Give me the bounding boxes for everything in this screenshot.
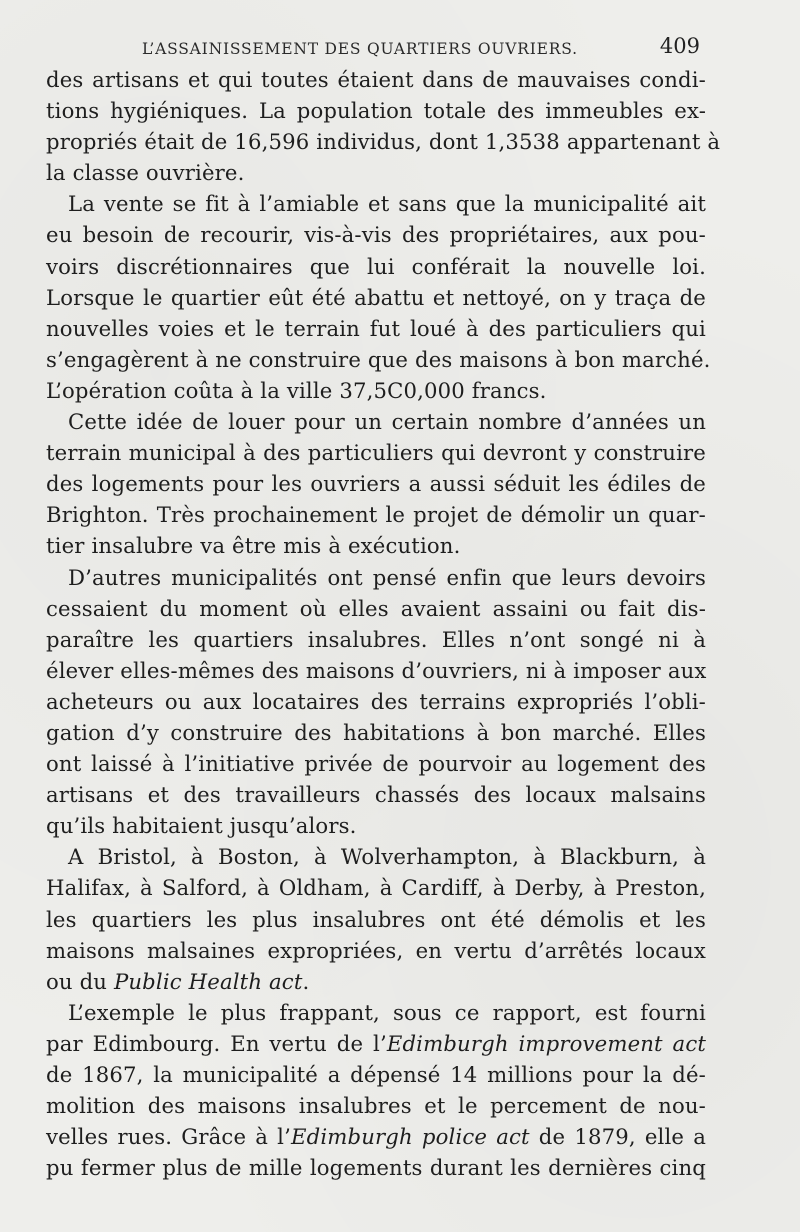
text-line: [46, 344, 711, 375]
line-text: les quartiers les plus insalubres ont été démolis et les: [46, 906, 706, 932]
line-text: Halifax, à Salford, à Oldham, à Cardiff, à Derby, à Preston,: [46, 875, 706, 901]
line-text: paraître les quartiers insalubres. Elles n’ont songé ni à: [46, 626, 706, 652]
line-text: nouvelles voies et le terrain fut loué à des particuliers qui: [46, 315, 706, 341]
line-text: velles rues. Grâce à l’: [46, 1124, 291, 1150]
line-text: cessaient du moment où elles avaient assaini ou fait dis-: [46, 595, 706, 621]
text-line: [46, 251, 706, 282]
line-text: La vente se fit à l’amiable et sans que la municipalité ait: [68, 191, 706, 217]
body-text: [46, 64, 721, 1183]
text-line: [46, 126, 721, 157]
text-line: [46, 468, 706, 499]
text-line: [46, 997, 706, 1028]
text-line: [46, 748, 706, 779]
text-line: [46, 810, 706, 841]
line-text: Brighton. Très prochainement le projet de démolir un quar-: [46, 502, 706, 528]
line-text: tier insalubre va être mis à exécution.: [46, 533, 461, 559]
line-text: propriés était de 16,596 individus, dont 1,3538 appartenant à: [46, 129, 721, 155]
text-line: [46, 841, 706, 872]
text-line: [46, 282, 706, 313]
running-title: L’ASSAINISSEMENT DES QUARTIERS OUVRIERS.: [142, 40, 578, 58]
line-text: A Bristol, à Boston, à Wolverhampton, à Blackburn, à: [68, 844, 706, 870]
line-text: eu besoin de recourir, vis-à-vis des propriétaires, aux pou-: [46, 222, 706, 248]
line-text: terrain municipal à des particuliers qui devront y construire: [46, 440, 706, 466]
italic-title: Edimburgh police act: [290, 1124, 530, 1150]
line-text: artisans et des travailleurs chassés des locaux malsains: [46, 782, 706, 808]
text-line: [46, 1059, 706, 1090]
line-text: ou du: [46, 968, 114, 994]
text-line: [46, 1090, 706, 1121]
italic-title: Edimburgh improvement act: [386, 1030, 707, 1056]
line-text: L’exemple le plus frappant, sous ce rapport, est fourni: [68, 999, 706, 1025]
text-line: [46, 966, 706, 997]
text-line: [46, 157, 706, 188]
text-line: [46, 375, 706, 406]
text-line: [46, 219, 706, 250]
page-number: 409: [659, 34, 700, 58]
line-text: élever elles-mêmes des maisons d’ouvriers, ni à imposer aux: [46, 657, 707, 683]
text-line: [46, 624, 706, 655]
text-line: [46, 779, 706, 810]
line-text: Lorsque le quartier eût été abattu et nettoyé, on y traça de: [46, 284, 706, 310]
line-text: ont laissé à l’initiative privée de pourvoir au logement des: [46, 751, 706, 777]
line-text-after: .: [302, 968, 310, 994]
line-text: la classe ouvrière.: [46, 160, 245, 186]
line-text: des logements pour les ouvriers a aussi séduit les édiles de: [46, 471, 706, 497]
text-line: [46, 904, 706, 935]
line-text: acheteurs ou aux locataires des terrains expropriés l’obli-: [46, 688, 706, 714]
text-line: [46, 437, 706, 468]
text-line: [46, 562, 706, 593]
text-line: [46, 499, 706, 530]
text-line: [46, 717, 706, 748]
text-line: [46, 95, 706, 126]
line-text: de 1867, la municipalité a dépensé 14 millions pour la dé-: [46, 1062, 706, 1087]
line-text: pu fermer plus de mille logements durant les dernières cinq: [46, 1155, 706, 1181]
line-text: gation d’y construire des habitations à bon marché. Elles: [46, 719, 706, 745]
text-line: [46, 686, 706, 717]
line-text: L’opération coûta à la ville 37,5C0,000 francs.: [46, 377, 547, 403]
text-line: [46, 1152, 706, 1183]
line-text: D’autres municipalités ont pensé enfin que leurs devoirs: [68, 564, 706, 590]
text-line: [46, 188, 706, 219]
text-line: [46, 313, 706, 344]
text-line: [46, 1028, 706, 1059]
text-line: [46, 593, 706, 624]
text-line: [46, 64, 706, 95]
line-text: par Edimbourg. En vertu de l’: [46, 1030, 387, 1056]
line-text: Cette idée de louer pour un certain nombre d’années un: [68, 409, 706, 435]
text-line: [46, 406, 706, 437]
line-text: qu’ils habitaient jusqu’alors.: [46, 813, 357, 839]
line-text: des artisans et qui toutes étaient dans de mauvaises condi-: [46, 67, 706, 92]
text-line: [46, 935, 706, 966]
line-text: maisons malsaines expropriées, en vertu d’arrêtés locaux: [46, 937, 706, 963]
line-text: s’engagèrent à ne construire que des maisons à bon marché.: [46, 346, 711, 372]
line-text: voirs discrétionnaires que lui conférait la nouvelle loi.: [46, 253, 706, 279]
text-line: [46, 872, 706, 903]
line-text: tions hygiéniques. La population totale des immeubles ex-: [46, 98, 706, 124]
line-text: molition des maisons insalubres et le percement de nou-: [46, 1093, 706, 1119]
text-line: [46, 1121, 706, 1152]
line-text-after: de 1879, elle a: [529, 1124, 706, 1150]
text-line: [46, 655, 706, 686]
italic-title: Public Health act: [113, 968, 303, 994]
running-head: [46, 34, 700, 60]
text-line: [46, 530, 706, 561]
